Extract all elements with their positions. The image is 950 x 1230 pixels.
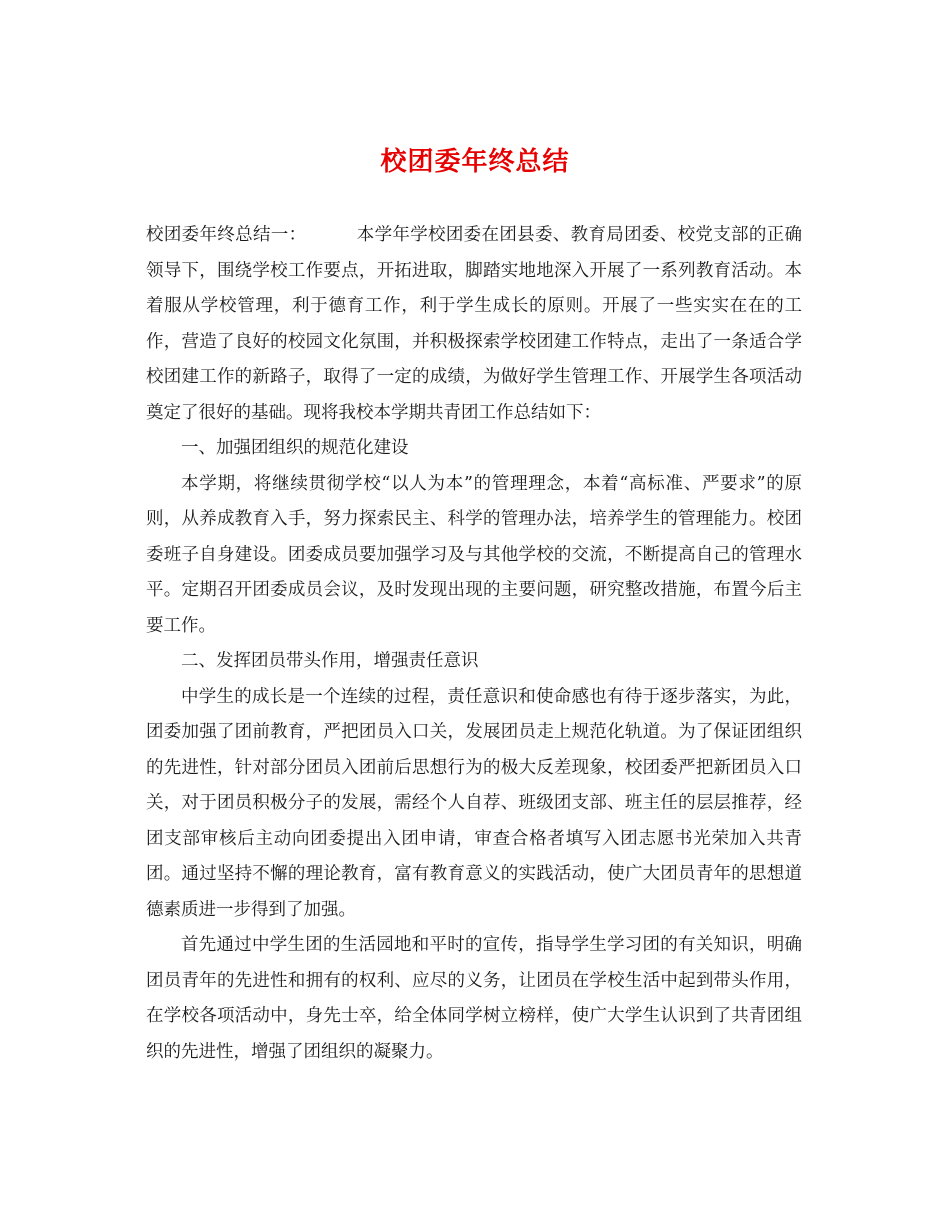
document-body [146,218,802,1070]
intro-label: 校团委年终总结一： [146,225,307,245]
section1-paragraph: 本学期，将继续贯彻学校“以人为本”的管理理念，本着“高标准、严要求”的原则，从养成教育入手，努力探索民主、科学的管理办法，培养学生的管理能力。校团委班子自身建设。团委成员要加强学习及与其他学校的交流，不断提高自己的管理水平。定期召开团委成员会议，及时发现出现的主要问题，研究整改措施，布置今后主要工作。 [146,473,802,636]
intro-text: 本学年学校团委在团县委、教育局团委、校党支部的正确领导下，围绕学校工作要点，开拓进取，脚踏实地地深入开展了一系列教育活动。本着服从学校管理，利于德育工作，利于学生成长的原则。开展了一些实实在在的工作，营造了良好的校园文化氛围，并积极探索学校团建工作特点，走出了一条适合学校团建工作的新路子，取得了一定的成绩，为做好学生管理工作、开展学生各项活动奠定了很好的基础。现将我校本学期共青团工作总结如下： [146,225,803,423]
section1-heading: 一、加强团组织的规范化建设 [181,438,409,458]
document-title: 校团委年终总结 [380,147,570,177]
section2-paragraph-1: 中学生的成长是一个连续的过程，责任意识和使命感也有待于逐步落实，为此，团委加强了团前教育，严把团员入口关，发展团员走上规范化轨道。为了保证团组织的先进性，针对部分团员入团前后思想行为的极大反差现象，校团委严把新团员入口关，对于团员积极分子的发展，需经个人自荐、班级团支部、班主任的层层推荐，经团支部审核后主动向团委提出入团申请，审查合格者填写入团志愿书光荣加入共青团。通过坚持不懈的理论教育，富有教育意义的实践活动，使广大团员青年的思想道德素质进一步得到了加强。 [146,686,802,920]
section2-paragraph-2: 首先通过中学生团的生活园地和平时的宣传，指导学生学习团的有关知识，明确团员青年的先进性和拥有的权利、应尽的义务，让团员在学校生活中起到带头作用，在学校各项活动中，身先士卒，给全体同学树立榜样，使广大学生认识到了共青团组织的先进性，增强了团组织的凝聚力。 [146,935,802,1062]
intro-paragraph [146,218,802,431]
section2-heading: 二、发挥团员带头作用，增强责任意识 [181,651,479,671]
